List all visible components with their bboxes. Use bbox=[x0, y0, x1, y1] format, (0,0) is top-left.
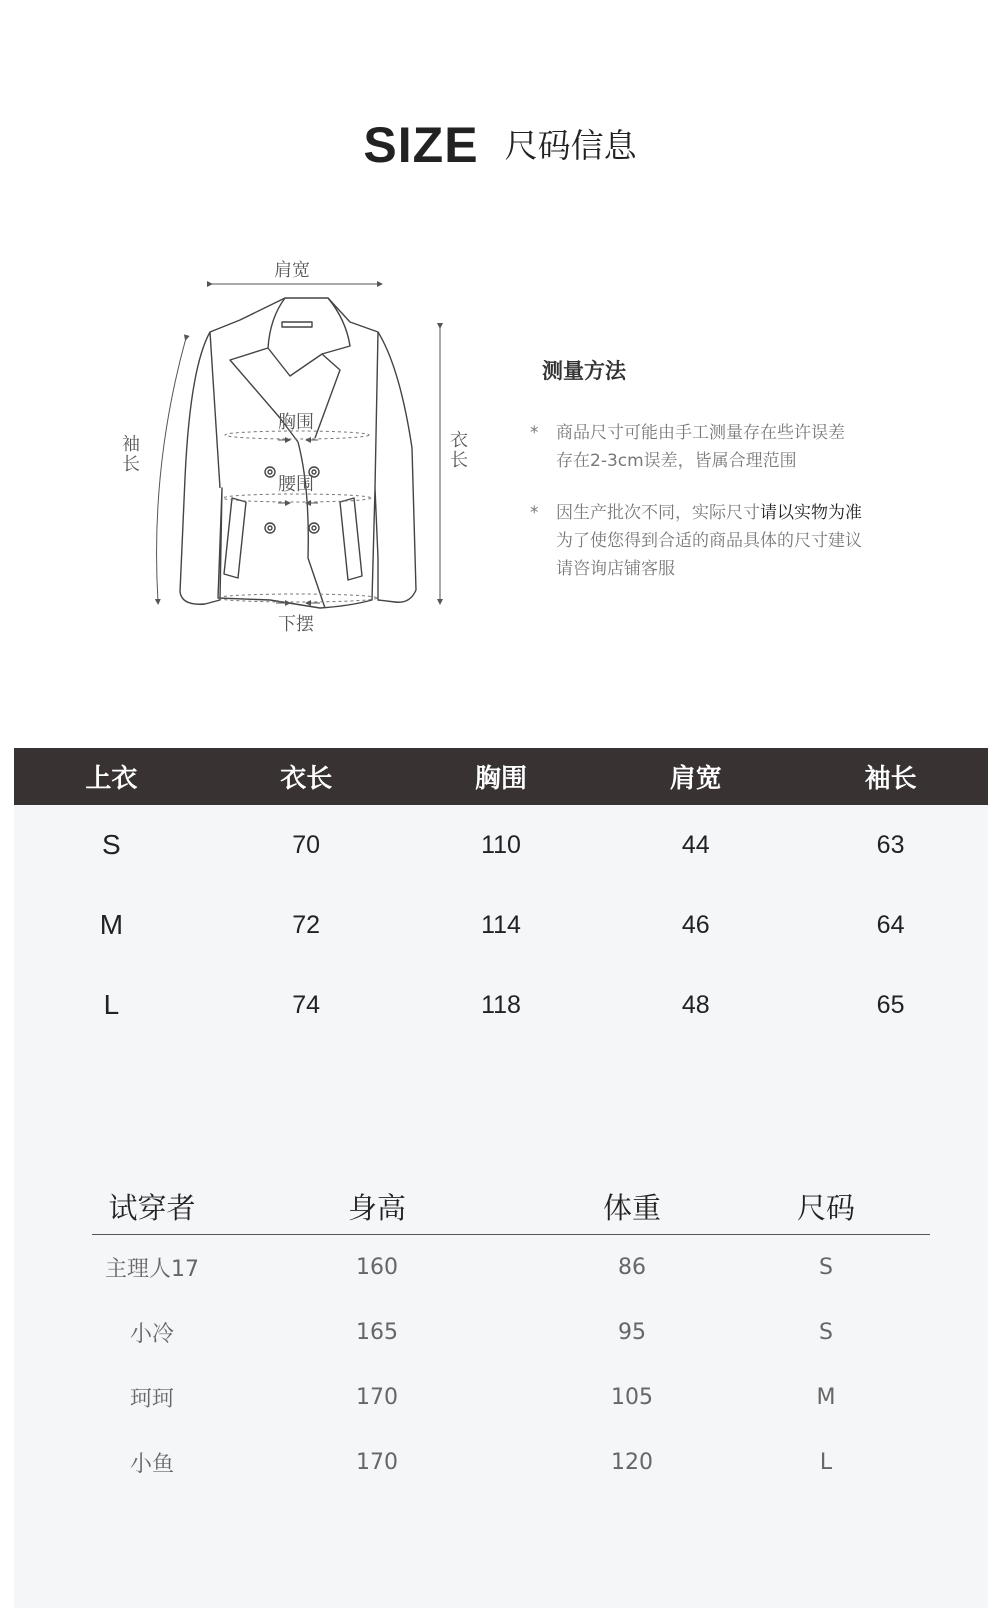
bullet-star: * bbox=[530, 503, 539, 523]
header-cell: 肩宽 bbox=[669, 764, 722, 794]
value-cell: 70 bbox=[292, 830, 321, 859]
note-line: 存在2-3cm误差，皆属合理范围 bbox=[556, 451, 797, 471]
tester-size: S bbox=[819, 1255, 833, 1280]
header-cell: 试穿者 bbox=[108, 1190, 196, 1225]
header-cell: 衣长 bbox=[280, 764, 333, 794]
value-cell: 44 bbox=[681, 830, 710, 859]
table-row bbox=[92, 1430, 930, 1495]
header-cell: 胸围 bbox=[474, 764, 527, 794]
label-hem: 下摆 bbox=[278, 614, 314, 635]
note-line: 请咨询店铺客服 bbox=[556, 559, 675, 579]
note-line: 商品尺寸可能由手工测量存在些许误差 bbox=[556, 423, 845, 443]
tester-height: 160 bbox=[356, 1255, 398, 1280]
value-cell: 65 bbox=[876, 990, 905, 1019]
value-cell: 72 bbox=[292, 910, 321, 939]
value-cell: 118 bbox=[481, 990, 521, 1019]
label-waist: 腰围 bbox=[278, 474, 314, 495]
size-cell: M bbox=[99, 909, 124, 940]
note-text: 因生产批次不同，实际尺寸 bbox=[556, 503, 760, 523]
value-cell: 74 bbox=[292, 990, 321, 1019]
tester-weight: 105 bbox=[611, 1385, 653, 1410]
size-cell: S bbox=[102, 829, 121, 860]
tester-weight: 95 bbox=[618, 1320, 646, 1345]
header-cell: 上衣 bbox=[85, 764, 138, 794]
table-row bbox=[14, 965, 988, 1045]
tester-size: M bbox=[816, 1385, 836, 1410]
header-cell: 尺码 bbox=[796, 1190, 855, 1225]
table-row bbox=[92, 1235, 930, 1300]
tester-size: L bbox=[819, 1450, 833, 1475]
tester-height: 165 bbox=[356, 1320, 398, 1345]
header-cell: 体重 bbox=[602, 1190, 661, 1225]
table-row bbox=[14, 805, 988, 885]
value-cell: 114 bbox=[481, 910, 521, 939]
table-row bbox=[14, 885, 988, 965]
method-note-1 bbox=[530, 419, 960, 475]
value-cell: 46 bbox=[681, 910, 710, 939]
label-sleeve: 袖长 bbox=[119, 434, 140, 474]
jacket-diagram bbox=[110, 258, 500, 678]
value-cell: 110 bbox=[481, 830, 521, 859]
tester-height: 170 bbox=[356, 1385, 398, 1410]
note-line bbox=[556, 499, 960, 527]
tester-name: 主理人17 bbox=[105, 1257, 199, 1282]
tester-name: 珂珂 bbox=[129, 1387, 174, 1412]
table-row bbox=[92, 1300, 930, 1365]
tester-height: 170 bbox=[356, 1450, 398, 1475]
table-row bbox=[92, 1365, 930, 1430]
value-cell: 64 bbox=[876, 910, 905, 939]
note-emphasis: 请以实物为准 bbox=[760, 503, 862, 523]
page-title bbox=[0, 117, 1000, 173]
header-cell: 身高 bbox=[347, 1190, 406, 1225]
value-cell: 63 bbox=[876, 830, 905, 859]
size-cell: L bbox=[103, 989, 120, 1020]
measurement-method bbox=[530, 355, 960, 607]
method-note-2 bbox=[530, 499, 960, 583]
size-table-header bbox=[14, 748, 988, 805]
value-cell: 48 bbox=[681, 990, 710, 1019]
label-chest: 胸围 bbox=[278, 412, 314, 433]
note-line: 为了使您得到合适的商品具体的尺寸建议 bbox=[556, 531, 862, 551]
tester-size: S bbox=[819, 1320, 833, 1345]
label-shoulder: 肩宽 bbox=[274, 260, 310, 281]
tester-table-header bbox=[92, 1178, 930, 1235]
bullet-star: * bbox=[530, 423, 539, 443]
tester-name: 小冷 bbox=[129, 1322, 174, 1347]
tester-table bbox=[92, 1178, 930, 1495]
title-cn: 尺码信息 bbox=[504, 125, 637, 165]
tester-weight: 86 bbox=[618, 1255, 646, 1280]
method-title: 测量方法 bbox=[542, 359, 626, 383]
header-cell: 袖长 bbox=[864, 764, 917, 794]
tester-name: 小鱼 bbox=[129, 1452, 174, 1477]
label-length: 衣长 bbox=[447, 430, 468, 470]
tester-weight: 120 bbox=[611, 1450, 653, 1475]
title-en: SIZE bbox=[363, 117, 479, 173]
